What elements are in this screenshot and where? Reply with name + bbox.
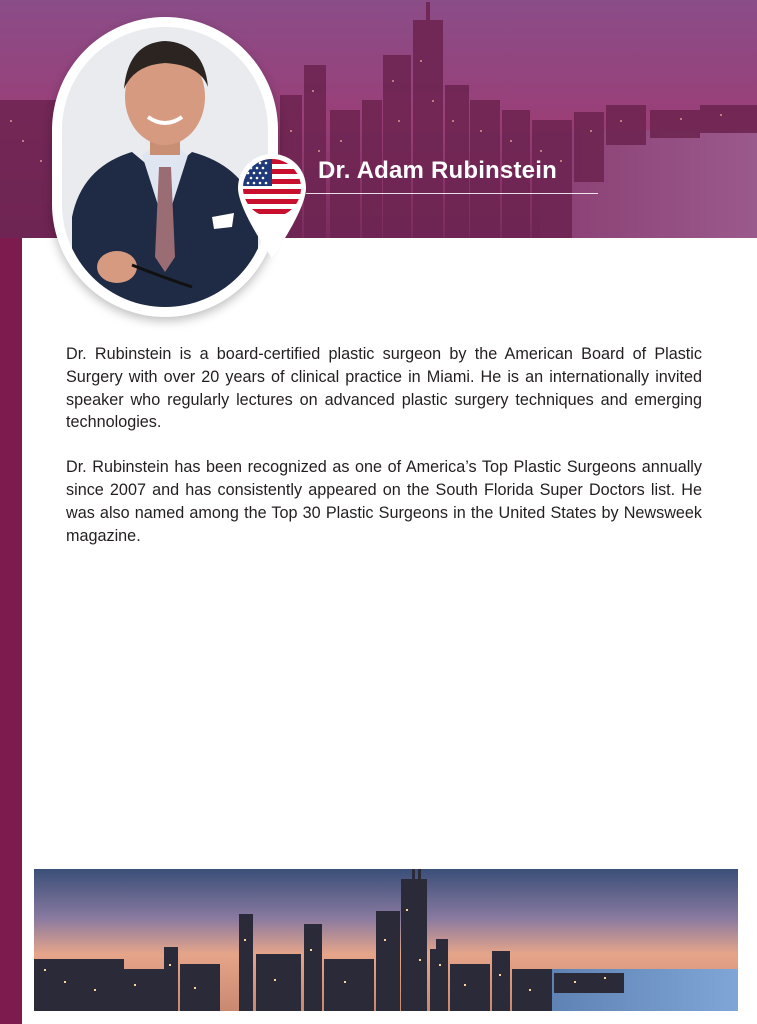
doctor-name: Dr. Adam Rubinstein: [318, 157, 557, 184]
bio-paragraph-2: Dr. Rubinstein has been recognized as one of America’s Top Plastic Surgeons annually since 2007 and has consistently appeared on the South Florida Super Doctors list. He was also named among the Top 30 Plastic Surgeons in the United States by Newsweek magazine.: [66, 458, 702, 545]
bio-paragraph-1: Dr. Rubinstein is a board-certified plastic surgeon by the American Board of Plastic Surgery with over 20 years of clinical practice in Miami. He is an internationally invited speaker who regularly lectures on advanced plastic surgery techniques and emerging technologies.: [66, 345, 702, 432]
footer-skyline-image: [34, 869, 738, 1011]
name-underline: [306, 193, 598, 194]
bio-section: [66, 343, 702, 569]
us-flag-icon: [236, 152, 308, 260]
